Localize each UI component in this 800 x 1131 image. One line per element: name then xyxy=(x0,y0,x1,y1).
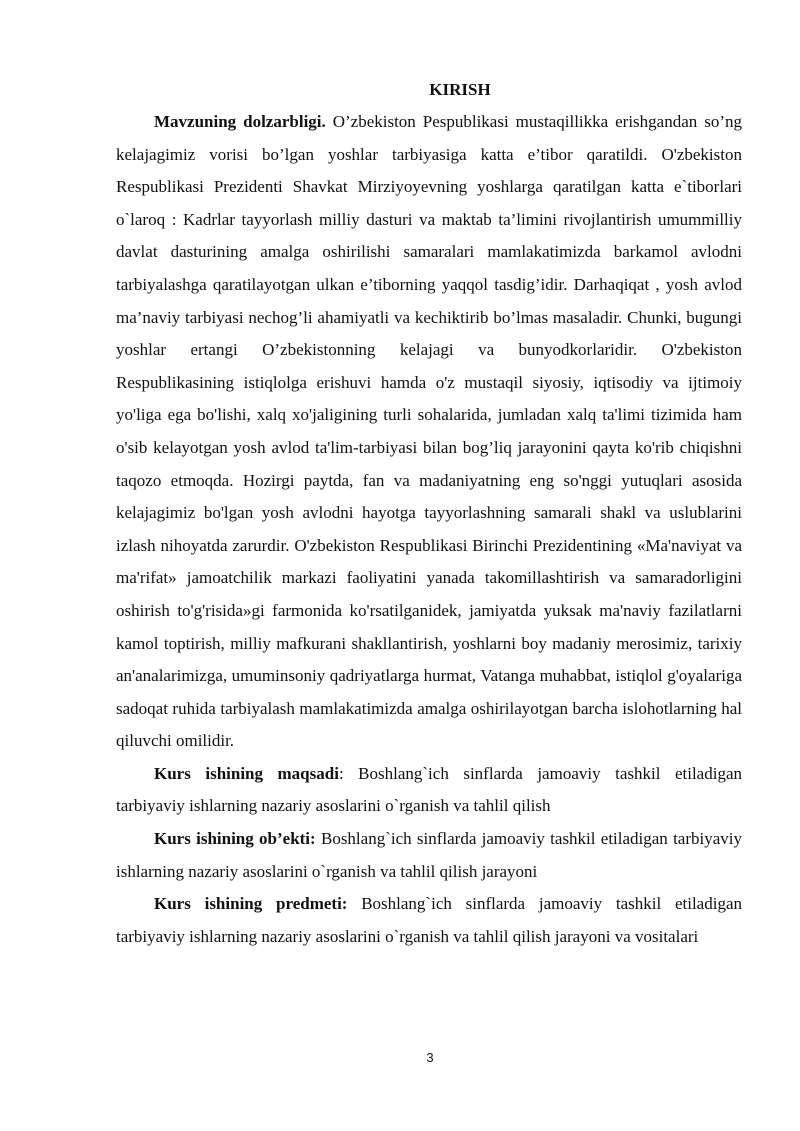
page-content xyxy=(116,74,742,953)
section-heading: KIRISH xyxy=(429,80,491,99)
paragraph-text: Boshlang`ich sinflarda jamoaviy tashkil etiladigan tarbiyaviy ishlarning nazariy asoslarini o`rganish va tahlil qilish jarayoni xyxy=(116,829,743,881)
paragraph-lead: Kurs ishining maqsadi xyxy=(154,763,339,783)
page-number: 3 xyxy=(426,1050,434,1065)
paragraph-subject xyxy=(116,888,742,953)
paragraph-lead: Mavzuning dolzarbligi. xyxy=(154,112,326,131)
paragraph-text: O’zbekiston Pespublikasi mustaqillikka erishgandan so’ng kelajagimiz vorisi bo’lgan yoshlar tarbiyasiga katta e’tibor qaratildi. O'zbekiston Respublikasi Prezidenti Shavkat Mirziyoyevning yoshlarga qaratilgan katta e`tiborlari o`laroq : Kadrlar tayyorlash milliy dasturi va maktab ta’limini rivojlantirish umummilliy davlat dasturining amalga oshirilishi samaralari mamlakatimizda barkamol avlodni tarbiyalashga qaratilayotgan ulkan e’tiborning yaqqol tasdig’idir. Darhaqiqat , yosh avlod ma’naviy tarbiyasi nechog’li ahamiyatli va kechiktirib bo’lmas masaladir. Chunki, bugungi yoshlar ertangi O’zbekistonning kelajagi va bunyodkorlaridir. O'zbekiston Respublikasining istiqlolga erishuvi hamda o'z mustaqil siyosiy, iqtisodiy va ijtimoiy yo'liga ega bo'lishi, xalq xo'jaligining turli sohalarida, jumladan xalq ta'limi tizimida ham o'sib kelayotgan yosh avlod ta'lim-tarbiyasi bilan bog’liq jarayonini qayta ko'rib chiqishni taqozo etmoqda. Hozirgi paytda, fan va madaniyatning eng so'nggi yutuqlari asosida kelajagimiz bo'lgan yosh avlodni hayotga tayyorlashning samarali shakl va uslublarini izlash nihoyatda zarurdir. O'zbekiston Respublikasi Birinchi Prezidentining «Ma'naviyat va ma'rifat» jamoatchilik markazi faoliyatini yanada takomillashtirish va samaradorligini oshirish to'g'risida»gi farmonida ko'rsatilganidek, jamiyatda yuksak ma'naviy fazilatlarni kamol toptirish, milliy mafkurani shakllantirish, yoshlarni boy madaniy merosimiz, tarixiy an'analarimizga, umuminsoniy qadriyatlarga hurmat, Vatanga muhabbat, istiqlol g'oyalariga sadoqat ruhida tarbiyalash mamlakatimizda amalga oshirilayotgan barcha islohotlarning hal qiluvchi omilidir. xyxy=(116,112,742,751)
paragraph-text: : Boshlang`ich sinflarda jamoaviy tashkil etiladigan tarbiyaviy ishlarning nazariy asoslarini o`rganish va tahlil qilish xyxy=(116,763,742,816)
paragraph-goal xyxy=(116,758,742,823)
paragraph-object xyxy=(116,823,742,888)
paragraph-relevance xyxy=(116,106,742,758)
paragraph-lead: Kurs ishining predmeti: xyxy=(154,894,348,914)
paragraph-text: Boshlang`ich sinflarda jamoaviy tashkil etiladigan tarbiyaviy ishlarning nazariy asoslarini o`rganish va tahlil qilish jarayoni va vositalari xyxy=(116,894,742,946)
paragraph-lead: Kurs ishining ob’ekti: xyxy=(154,829,316,849)
